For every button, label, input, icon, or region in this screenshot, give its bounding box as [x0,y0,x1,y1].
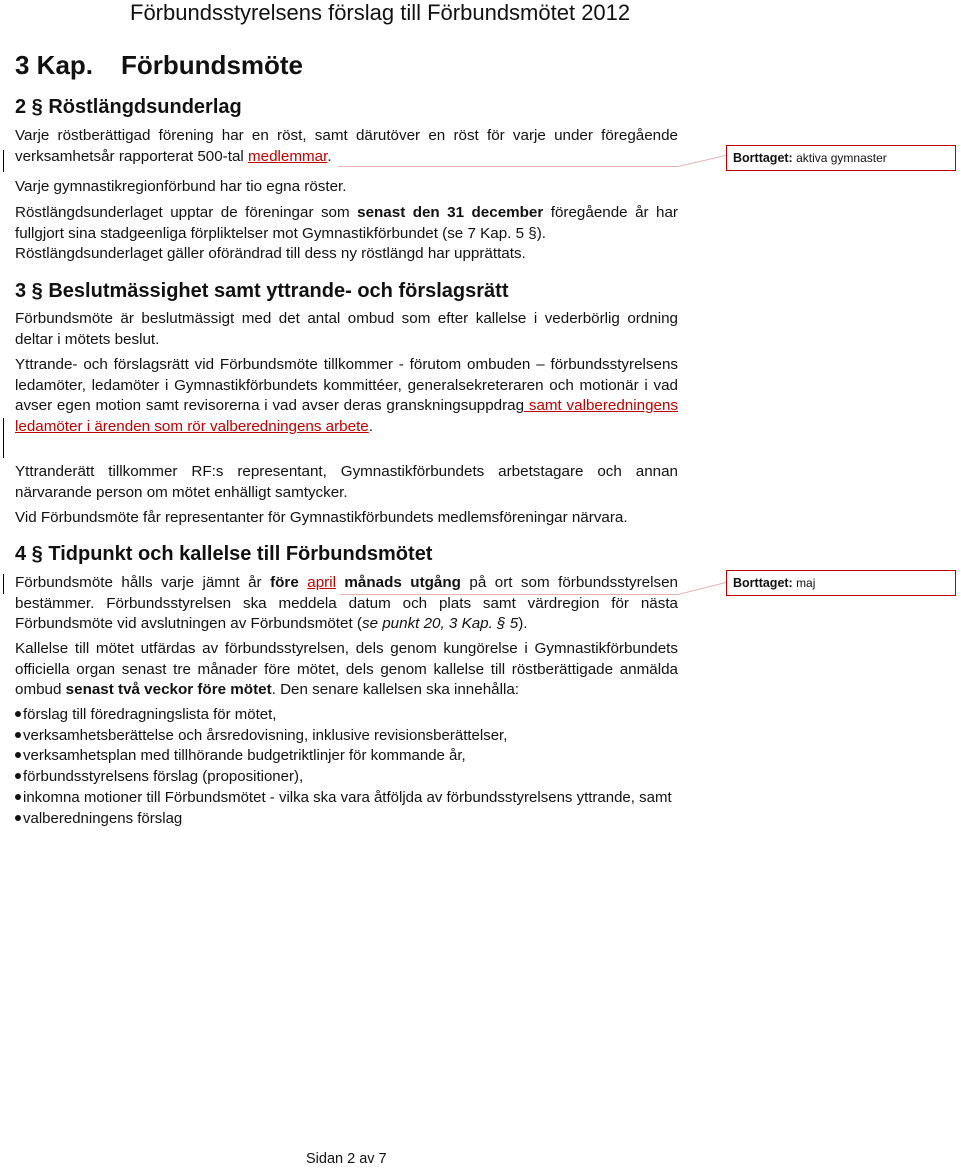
change-bar [3,574,4,594]
section-4-paragraph-2: Kallelse till mötet utfärdas av förbundsstyrelsen, dels genom kungörelse i Gymnastikförbundets officiella organ senast tre månader före mötet, dels genom kallelse till röstberättigade anmälda ombud senast två veckor före mötet. Den senare kallelsen ska innehålla: [15,640,678,699]
section-2-heading: 2 § Röstlängdsunderlag [15,96,242,118]
section-2-paragraph-3: Röstlängdsunderlaget upptar de föreningar som senast den 31 december föregående år har fullgjort sina stadgeenliga förpliktelser mot Gymnastikförbundet (se 7 Kap. 5 §). [15,204,678,242]
section-4-heading: 4 § Tidpunkt och kallelse till Förbundsmötet [15,543,433,565]
list-item: förbundsstyrelsens förslag (propositioner), [15,767,715,788]
list-item: verksamhetsplan med tillhörande budgetriktlinjer för kommande år, [15,746,715,767]
comment-leader-line [678,155,727,167]
section-2-paragraph-4: Röstlängdsunderlaget gäller oförändrad till dess ny röstlängd har upprättats. [15,245,526,262]
section-2-paragraph-1: Varje röstberättigad förening har en röst, samt därutöver en röst för varje under föregående verksamhetsår rapporterat 500-tal medlemmar. [15,127,678,165]
list-item: förslag till föredragningslista för mötet, [15,705,715,726]
bullet-dot-icon [15,732,21,738]
bullet-dot-icon [15,752,21,758]
chapter-title: Förbundsmöte [121,50,304,80]
page-header-title: Förbundsstyrelsens förslag till Förbundsmötet 2012 [130,0,631,25]
inserted-text: samt valberedningens ledamöter i ärenden som rör valberedningens arbete [15,397,678,436]
bullet-dot-icon [15,711,21,717]
bullet-list [15,705,715,829]
change-bar [3,150,4,172]
inserted-text: april [307,574,336,591]
page-footer-number: Sidan 2 av 7 [306,1151,387,1167]
section-3-heading: 3 § Beslutmässighet samt yttrande- och förslagsrätt [15,280,509,302]
list-item: verksamhetsberättelse och årsredovisning, inklusive revisionsberättelser, [15,726,715,747]
chapter-heading [15,50,303,81]
section-2-paragraph-2: Varje gymnastikregionförbund har tio egna röster. [15,178,347,195]
bullet-dot-icon [15,794,21,800]
change-bar [3,418,4,458]
comment-leader-line [338,166,678,167]
section-4-paragraph-1: Förbundsmöte hålls varje jämnt år före april månads utgång på ort som förbundsstyrelsen bestämmer. Förbundsstyrelsen ska meddela datum och plats samt värdregion för nästa Förbundsmöte vid avslutningen av Förbundsmötet (se punkt 20, 3 Kap. § 5). [15,574,678,633]
list-item: valberedningens förslag [15,809,715,830]
bullet-dot-icon [15,773,21,779]
section-3-paragraph-4: Vid Förbundsmöte får representanter för Gymnastikförbundets medlemsföreningar närvara. [15,509,628,526]
section-3-paragraph-3: Yttranderätt tillkommer RF:s representant, Gymnastikförbundets arbetstagare och annan närvarande person om mötet enhälligt samtycker. [15,463,678,501]
comment-leader-line [678,582,727,595]
inserted-text: medlemmar [247,147,328,165]
section-3-paragraph-2: Yttrande- och förslagsrätt vid Förbundsmöte tillkommer - förutom ombuden – förbundsstyrelsens ledamöter, ledamöter i Gymnastikförbundets kommittéer, generalsekreteraren och motionär i vad avser egen motion samt revisorerna i vad avser deras granskningsuppdrag samt valberedningens ledamöter i ärenden som rör valberedningens arbete. [15,356,678,436]
bullet-dot-icon [15,815,21,821]
list-item: inkomna motioner till Förbundsmötet - vilka ska vara åtföljda av förbundsstyrelsens yttrande, samt [15,788,715,809]
comment-balloon-deleted[interactable]: Borttaget: aktiva gymnaster [726,145,956,171]
section-3-paragraph-1: Förbundsmöte är beslutmässigt med det antal ombud som efter kallelse i vederbörlig ordning deltar i mötets beslut. [15,310,678,348]
comment-balloon-deleted[interactable]: Borttaget: maj [726,570,956,596]
comment-leader-line [340,594,678,595]
chapter-number: 3 Kap. [15,50,94,80]
